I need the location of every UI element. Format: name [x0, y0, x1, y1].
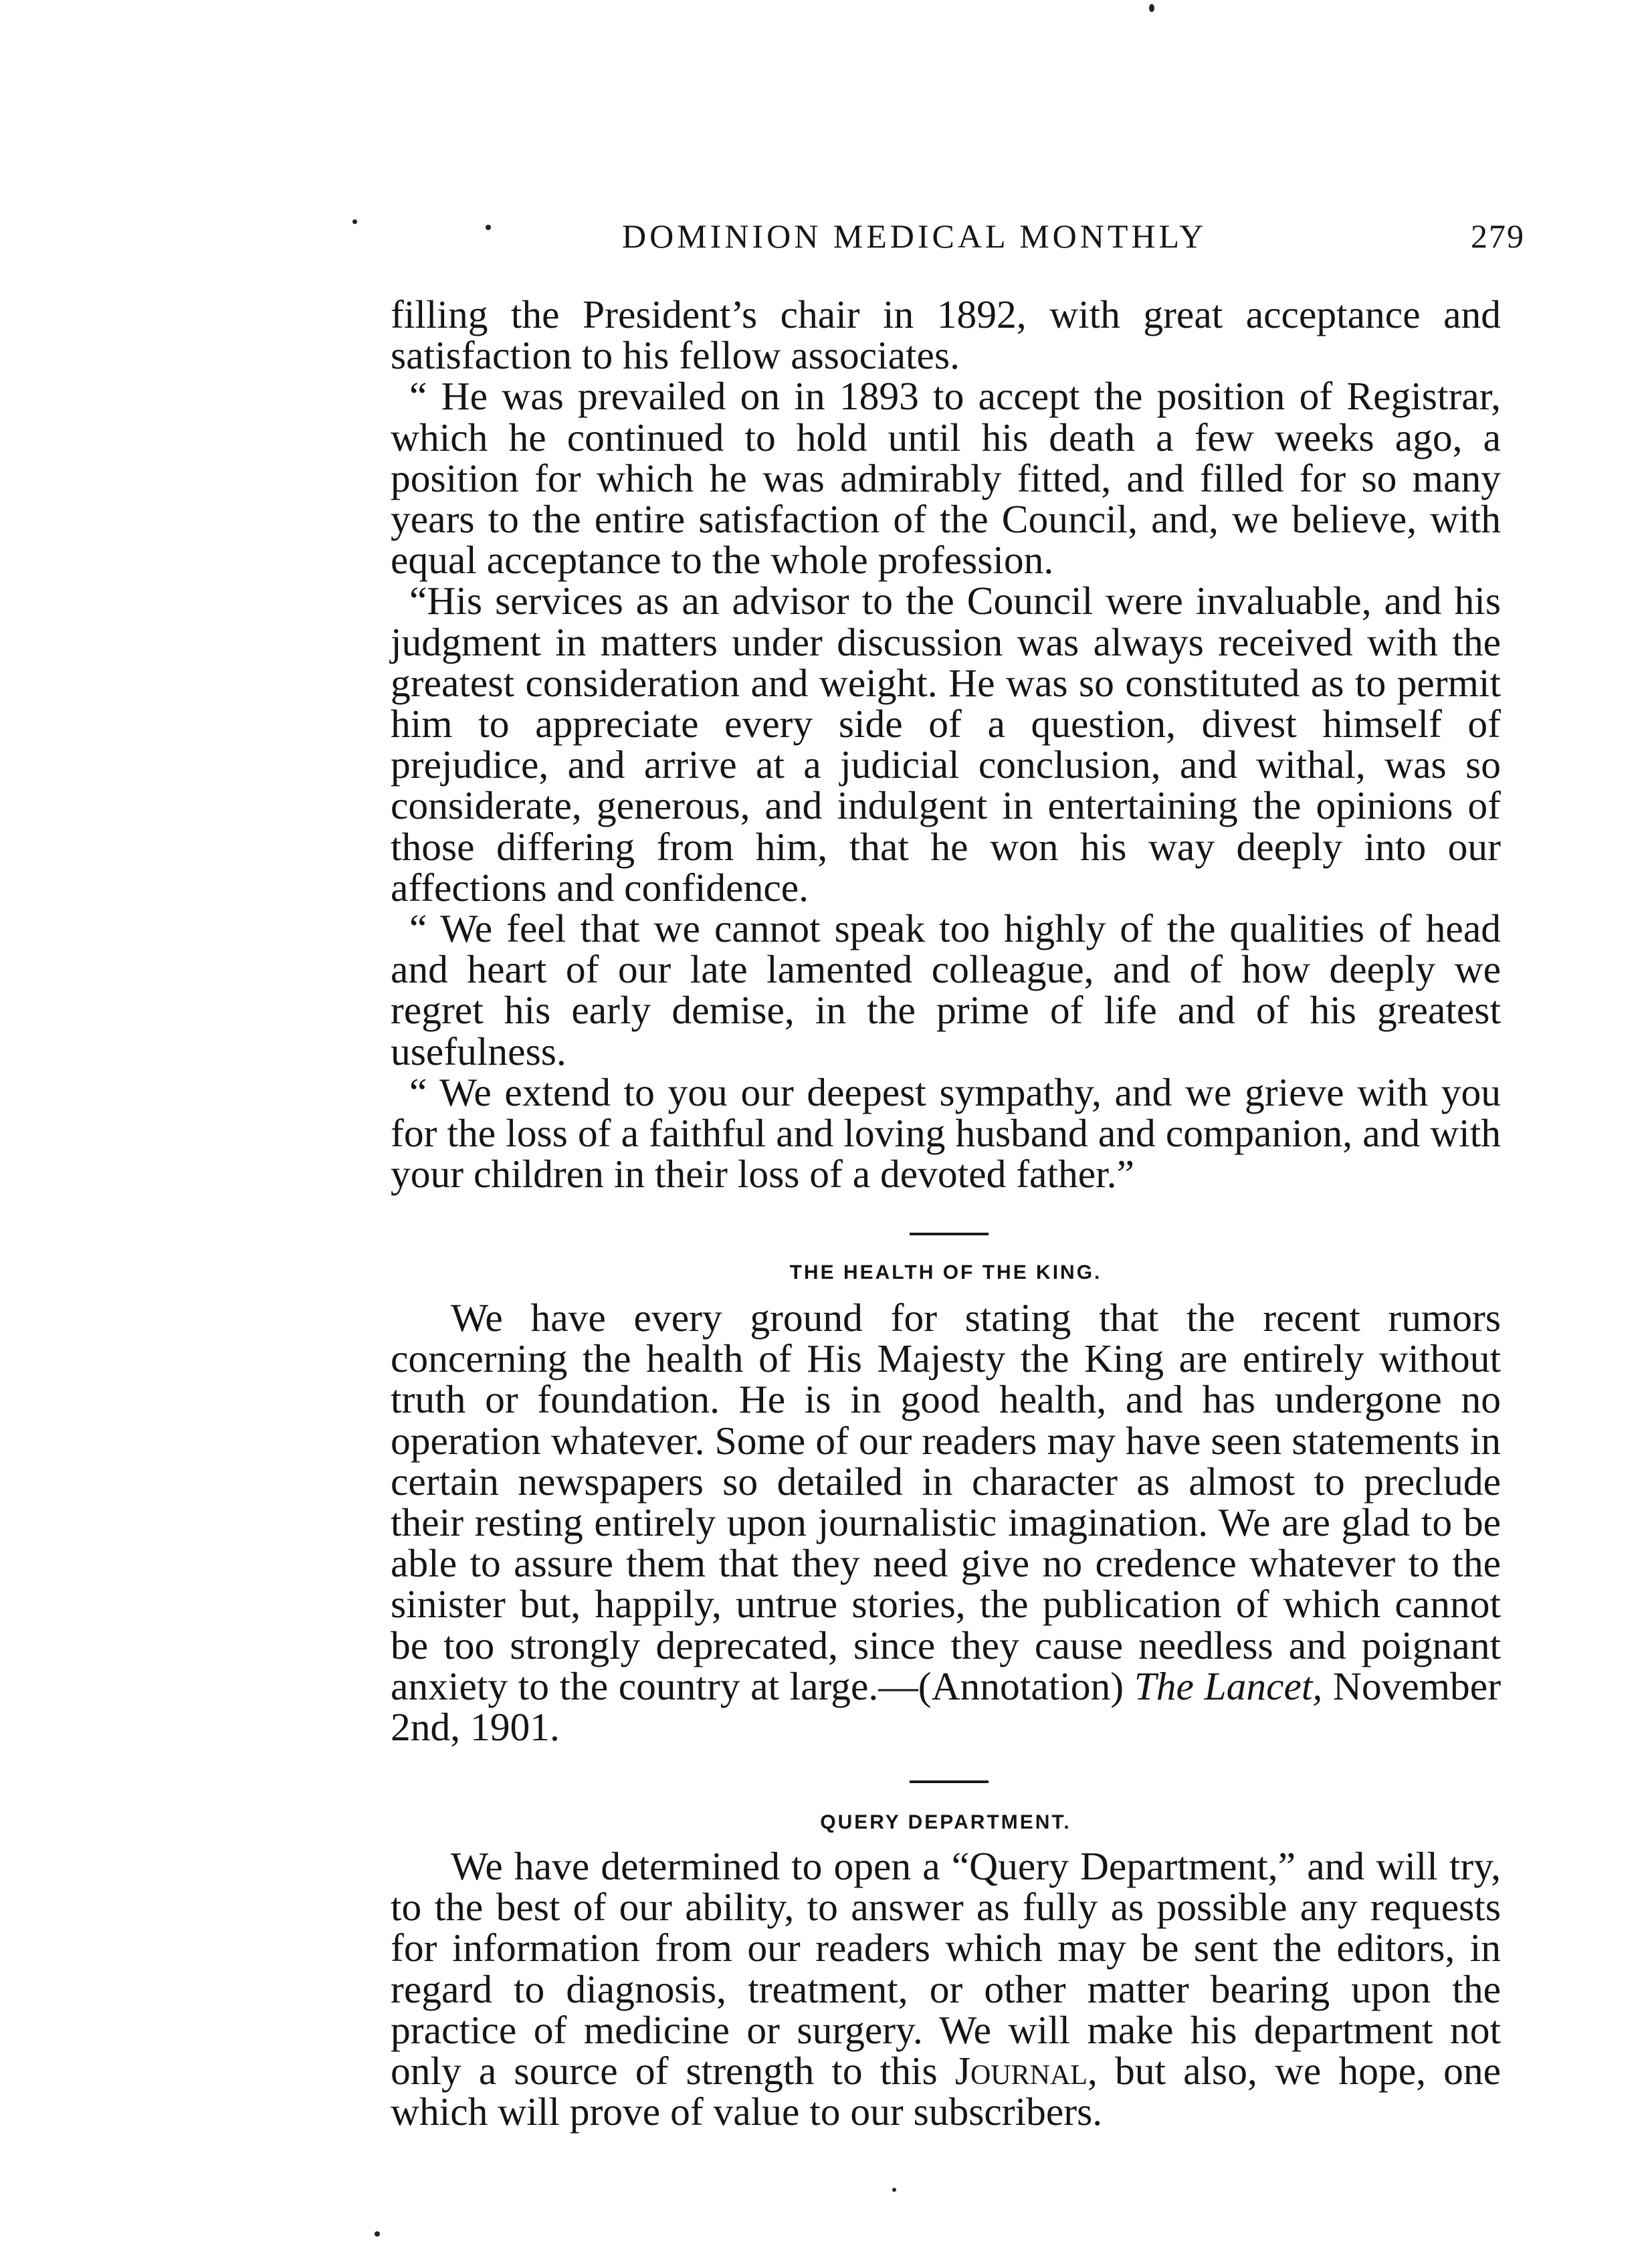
query-department-text — [391, 1846, 1501, 2132]
health-of-king-text — [391, 1298, 1501, 1748]
page-header — [375, 213, 1525, 260]
paragraph: “ We feel that we cannot speak too highly of the qualities of head and heart of our late lamented colleague, and of how deeply we regret his early demise, in the prime of life and of his greatest usefulness. — [391, 906, 1501, 1073]
section-heading-health-of-king: THE HEALTH OF THE KING. — [789, 1261, 1102, 1284]
paragraph: filling the President’s chair in 1892, with great acceptance and satisfaction to his fellow associates. — [391, 292, 1501, 378]
paragraph — [391, 1298, 1501, 1748]
paragraph — [391, 1846, 1501, 2132]
paragraph: “ He was prevailed on in 1893 to accept the position of Registrar, which he continued to hold until his death a few weeks ago, a position for which he was admirably fitted, and filled for so many years to the entire satisfaction of the Council, and, we believe, with equal acceptance to the whole profession. — [391, 374, 1501, 583]
section-heading-query-department: QUERY DEPARTMENT. — [820, 1811, 1071, 1833]
paragraph-body: We have every ground for stating that the recent rumors concerning the health of His Majesty the King are entirely without truth or foundation. He is in good health, and has undergone no operation whatever. Some of our readers may have seen statements in certain newspapers so detailed in character as almost to preclude their resting entirely upon journalistic imagination. We are glad to be able to assure them that they need give no credence whatever to the sinister but, happily, untrue stories, the publication of which cannot be too strongly deprecated, since they cause needless and poignant anxiety to the country at large.—(Annotation) — [391, 1296, 1501, 1708]
obituary-resolution-text — [391, 294, 1501, 1195]
paragraph: “His services as an advisor to the Council were invaluable, and his judgment in matters under discussion was always received with the greatest consideration and weight. He was so constituted as to permit him to appreciate every side of a question, divest himself of prejudice, and arrive at a judicial conclusion, and withal, was so considerate, generous, and indulgent in entertaining the opinions of those differing from him, that he won his way deeply into our affections and confidence. — [391, 579, 1501, 910]
citation-source: The Lancet, — [1134, 1663, 1323, 1708]
ink-speck — [892, 2188, 896, 2192]
ink-speck — [352, 219, 357, 224]
section-divider — [910, 1780, 989, 1783]
ink-speck — [375, 2231, 380, 2237]
running-title: DOMINION MEDICAL MONTHLY — [622, 217, 1207, 255]
paragraph-body-end: but also, we hope, one which will prove of value to our subscribers. — [391, 2049, 1502, 2134]
section-divider — [910, 1233, 989, 1235]
page-number: 279 — [1471, 217, 1525, 255]
journal-word: Journal, — [954, 2049, 1098, 2093]
paragraph-body: We have determined to open a “Query Department,” and will try, to the best of our ability, to answer as fully as possible any requests for information from our readers which may be sent the editors, in regard to diagnosis, treatment, or other matter bearing upon the practice of medicine or surgery. We will make his department not only a source of strength to this — [391, 1844, 1501, 2093]
ink-speck — [1149, 4, 1154, 12]
citation-date: November 2nd, 1901. — [391, 1663, 1502, 1750]
paragraph: “ We extend to you our deepest sympathy, and we grieve with you for the loss of a faithful and loving husband and companion, and with your children in their loss of a devoted father.” — [391, 1069, 1501, 1197]
